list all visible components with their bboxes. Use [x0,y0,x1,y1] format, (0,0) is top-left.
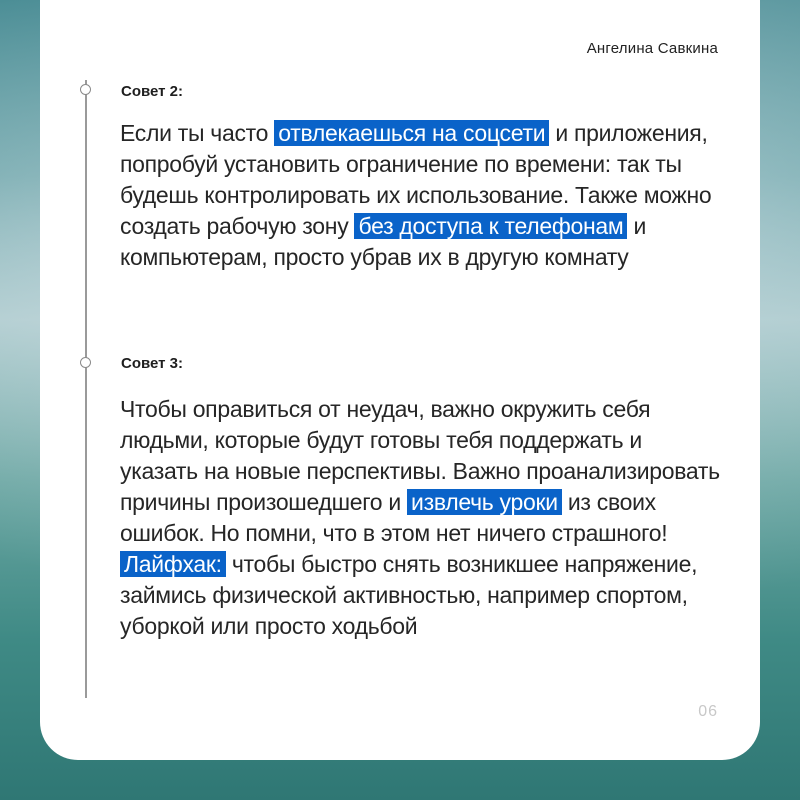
page-number: 06 [698,703,718,720]
tip-text: Чтобы оправиться от неудач, важно окружить себя людьми, которые будут готовы тебя поддержать и указать на новые перспективы. Важно проанализировать причины произошедшего и [120,396,720,515]
content-card [40,0,760,760]
tip-2-heading: Совет 2: [121,83,184,100]
timeline-dot-icon [80,84,91,95]
tip-3-body [120,394,720,642]
tip-text: чтобы быстро снять возникшее напряжение, займись физической активностью, например спортом, уборкой или просто ходьбой [120,551,698,639]
tip-2-body [120,118,720,273]
highlighted-phrase: Лайфхак: [120,551,226,577]
timeline-dot-icon [80,357,91,368]
timeline-line [85,80,87,698]
tip-text: и приложения, попробуй установить ограничение по времени: так ты будешь контролировать их использование. Также можно создать рабочую зону [120,120,712,239]
highlighted-phrase: извлечь уроки [407,489,562,515]
highlighted-phrase: отвлекаешься на соцсети [274,120,549,146]
tip-text: из своих ошибок. Но помни, что в этом нет ничего страшного! [120,489,668,546]
tip-text: Если ты часто [120,120,275,146]
highlighted-phrase: без доступа к телефонам [354,213,627,239]
author-name: Ангелина Савкина [586,40,718,57]
tip-text: и компьютерам, просто убрав их в другую комнату [120,213,646,270]
tip-3-heading: Совет 3: [121,355,184,372]
